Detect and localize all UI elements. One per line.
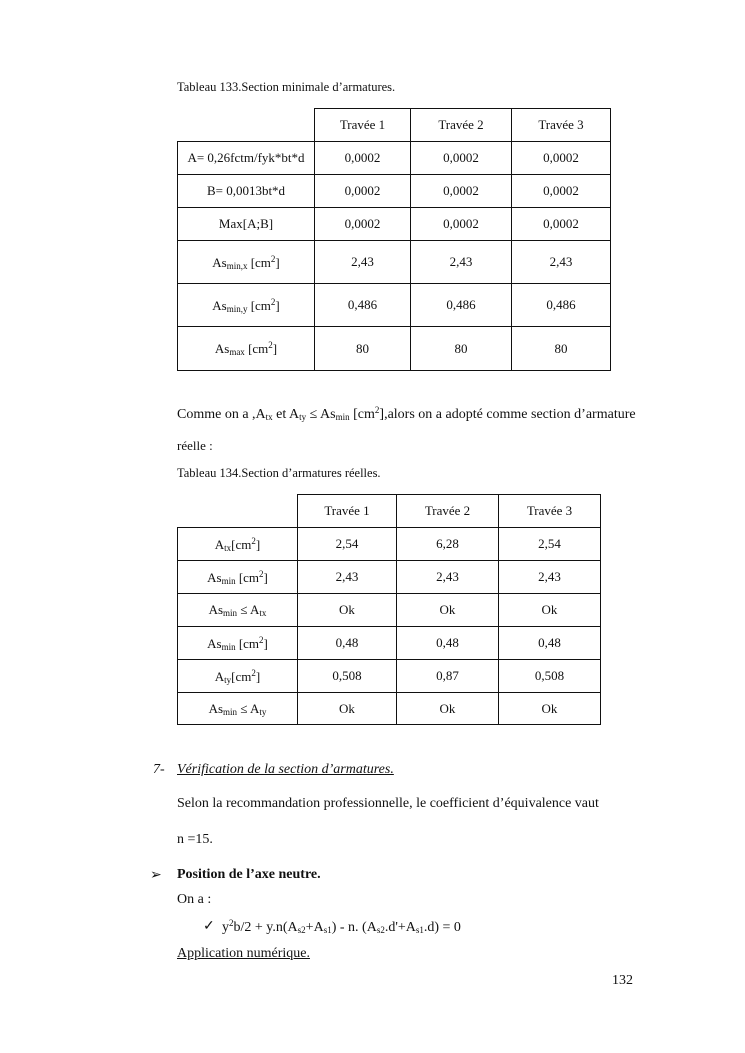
table-cell: 0,508 bbox=[499, 660, 601, 693]
subscript-text: tx bbox=[224, 542, 232, 553]
subscript-text: min bbox=[223, 608, 238, 618]
subscript-text: ty bbox=[259, 706, 267, 717]
subscript-text: min bbox=[221, 575, 236, 586]
supscript-text: 2 bbox=[259, 634, 264, 645]
subscript-text: min bbox=[335, 412, 350, 422]
row-label bbox=[178, 175, 315, 208]
text-segment: .d) = 0 bbox=[423, 920, 461, 935]
bullet-title: Position de l’axe neutre. bbox=[177, 867, 321, 882]
table-cell: 80 bbox=[315, 327, 411, 371]
table-cell: 0,0002 bbox=[315, 175, 411, 208]
table-cell: 2,43 bbox=[298, 561, 397, 594]
text-segment: b/2 + y.n(A bbox=[233, 920, 298, 935]
supscript-text: 2 bbox=[268, 340, 273, 350]
column-header: Travée 1 bbox=[315, 109, 411, 142]
row-label bbox=[178, 142, 315, 175]
n-value: n =15. bbox=[177, 832, 213, 847]
table-cell: 2,43 bbox=[397, 561, 499, 594]
table-row bbox=[178, 175, 611, 208]
column-header: Travée 2 bbox=[397, 495, 499, 528]
page-number: 132 bbox=[612, 973, 633, 988]
supscript-text: 2 bbox=[259, 568, 264, 579]
text-segment: ] bbox=[255, 536, 261, 552]
supscript-text: 2 bbox=[374, 405, 380, 415]
table-row bbox=[178, 142, 611, 175]
text-segment: A bbox=[214, 536, 225, 552]
blank-cell bbox=[178, 495, 298, 528]
on-a-text: On a : bbox=[177, 892, 212, 907]
subscript-text: min,y bbox=[226, 303, 248, 314]
table-row bbox=[178, 693, 601, 725]
text-segment: .d'+A bbox=[384, 920, 416, 935]
text-segment: Max[A;B] bbox=[218, 216, 274, 231]
equation-text bbox=[222, 920, 461, 935]
table-cell: 2,43 bbox=[411, 241, 512, 284]
table-134 bbox=[177, 494, 601, 725]
table-cell: 0,0002 bbox=[411, 142, 512, 175]
text-segment: ≤ A bbox=[237, 700, 260, 716]
table-row bbox=[178, 327, 611, 371]
table-cell: 6,28 bbox=[397, 528, 499, 561]
table-cell: Ok bbox=[397, 594, 499, 627]
table-row bbox=[178, 594, 601, 627]
text-segment: As bbox=[208, 602, 224, 617]
table-cell: 0,0002 bbox=[512, 175, 611, 208]
table-cell: 2,43 bbox=[315, 241, 411, 284]
text-segment: [cm bbox=[235, 569, 260, 585]
table-cell: 0,48 bbox=[397, 627, 499, 660]
table-cell: 0,87 bbox=[397, 660, 499, 693]
table-row bbox=[178, 660, 601, 693]
table-row bbox=[178, 561, 601, 594]
text-segment: As bbox=[208, 700, 224, 716]
row-label bbox=[178, 284, 315, 327]
section-title: Vérification de la section d’armatures. bbox=[177, 762, 394, 777]
supscript-text: 2 bbox=[270, 253, 276, 264]
text-segment: A bbox=[214, 668, 225, 684]
row-label bbox=[178, 327, 315, 371]
row-label bbox=[178, 693, 298, 725]
text-segment: ] bbox=[275, 297, 280, 313]
text-segment: A= 0,26fctm/fyk*bt*d bbox=[187, 150, 305, 165]
text-segment: As bbox=[212, 297, 227, 313]
table-cell: 0,508 bbox=[298, 660, 397, 693]
table-header-row bbox=[178, 495, 601, 528]
text-segment: +A bbox=[305, 920, 324, 935]
text-segment: y bbox=[222, 920, 229, 935]
subscript-text: ty bbox=[224, 674, 232, 685]
table-133 bbox=[177, 108, 611, 371]
subscript-text: tx bbox=[265, 412, 273, 422]
table-row bbox=[178, 208, 611, 241]
column-header: Travée 3 bbox=[512, 109, 611, 142]
table-cell: 0,0002 bbox=[512, 142, 611, 175]
table-cell: 0,0002 bbox=[411, 208, 512, 241]
subscript-text: s1 bbox=[323, 925, 332, 935]
table-row bbox=[178, 284, 611, 327]
table-cell: 0,48 bbox=[499, 627, 601, 660]
table-cell: 0,0002 bbox=[315, 208, 411, 241]
text-segment: ) - n. (A bbox=[331, 920, 377, 935]
subscript-text: max bbox=[229, 347, 245, 357]
application-heading: Application numérique. bbox=[177, 946, 310, 961]
table-cell: Ok bbox=[397, 693, 499, 725]
table-cell: 2,54 bbox=[499, 528, 601, 561]
table-cell: Ok bbox=[298, 594, 397, 627]
text-segment: ≤ As bbox=[306, 407, 336, 422]
text-segment: ] bbox=[272, 341, 278, 356]
arrow-bullet-icon: ➢ bbox=[150, 868, 162, 883]
table-header-row bbox=[178, 109, 611, 142]
table-row bbox=[178, 528, 601, 561]
row-label bbox=[178, 528, 298, 561]
table-cell: 0,0002 bbox=[411, 175, 512, 208]
table-cell: 0,486 bbox=[512, 284, 611, 327]
text-segment: As bbox=[207, 635, 222, 651]
table-row bbox=[178, 241, 611, 284]
row-label bbox=[178, 594, 298, 627]
text-segment: ] bbox=[275, 254, 280, 270]
subscript-text: min,x bbox=[226, 260, 248, 271]
text-segment: ≤ A bbox=[237, 602, 260, 617]
row-label bbox=[178, 660, 298, 693]
text-segment: ] bbox=[263, 569, 268, 585]
subscript-text: s2 bbox=[376, 925, 385, 935]
table-row bbox=[178, 627, 601, 660]
table-134-caption: Tableau 134.Section d’armatures réelles. bbox=[177, 466, 381, 480]
equation bbox=[222, 918, 461, 936]
subscript-text: ty bbox=[299, 412, 307, 422]
text-segment: ] bbox=[263, 635, 268, 651]
text-segment: [cm bbox=[349, 407, 375, 422]
table-cell: Ok bbox=[499, 693, 601, 725]
row-label bbox=[178, 627, 298, 660]
text-segment: [cm bbox=[231, 536, 252, 552]
table-cell: 80 bbox=[411, 327, 512, 371]
text-segment: B= 0,0013bt*d bbox=[206, 183, 286, 198]
text-segment: ] bbox=[255, 668, 261, 684]
subscript-text: s1 bbox=[415, 925, 424, 935]
table-cell: 2,54 bbox=[298, 528, 397, 561]
column-header: Travée 2 bbox=[411, 109, 512, 142]
checkmark-icon: ✓ bbox=[203, 919, 215, 934]
paragraph-text bbox=[177, 407, 636, 422]
table-cell: 0,486 bbox=[315, 284, 411, 327]
table-cell: Ok bbox=[298, 693, 397, 725]
text-segment: [cm bbox=[247, 254, 271, 270]
text-segment: [cm bbox=[235, 635, 260, 651]
table-cell: 0,0002 bbox=[512, 208, 611, 241]
supscript-text: 2 bbox=[251, 667, 256, 678]
subscript-text: s2 bbox=[297, 925, 306, 935]
text-segment: [cm bbox=[244, 341, 269, 356]
text-segment: As bbox=[212, 254, 227, 270]
table-cell: 0,0002 bbox=[315, 142, 411, 175]
text-segment: [cm bbox=[231, 668, 252, 684]
table-cell: 2,43 bbox=[499, 561, 601, 594]
subscript-text: min bbox=[223, 706, 238, 717]
section-paragraph: Selon la recommandation professionnelle, le coefficient d’équivalence vaut bbox=[177, 796, 599, 811]
row-label bbox=[178, 241, 315, 284]
text-segment: [cm bbox=[247, 297, 271, 313]
section-number: 7- bbox=[153, 762, 165, 777]
supscript-text: 2 bbox=[270, 296, 276, 307]
text-segment: et A bbox=[272, 407, 300, 422]
table-cell: 80 bbox=[512, 327, 611, 371]
column-header: Travée 1 bbox=[298, 495, 397, 528]
column-header: Travée 3 bbox=[499, 495, 601, 528]
supscript-text: 2 bbox=[251, 535, 256, 546]
paragraph-line2: réelle : bbox=[177, 438, 213, 453]
subscript-text: min bbox=[221, 641, 236, 652]
subscript-text: tx bbox=[259, 608, 267, 618]
text-segment: ],alors on a adopté comme section d’armature bbox=[379, 407, 636, 422]
table-133-caption: Tableau 133.Section minimale d’armatures. bbox=[177, 80, 396, 94]
supscript-text: 2 bbox=[229, 918, 234, 928]
row-label bbox=[178, 561, 298, 594]
text-segment: As bbox=[214, 341, 230, 356]
blank-cell bbox=[178, 109, 315, 142]
table-cell: 0,48 bbox=[298, 627, 397, 660]
text-segment: As bbox=[207, 569, 222, 585]
table-cell: 0,486 bbox=[411, 284, 512, 327]
text-segment: Comme on a ,A bbox=[177, 407, 266, 422]
table-cell: 2,43 bbox=[512, 241, 611, 284]
paragraph-line1 bbox=[177, 405, 636, 423]
row-label bbox=[178, 208, 315, 241]
table-cell: Ok bbox=[499, 594, 601, 627]
